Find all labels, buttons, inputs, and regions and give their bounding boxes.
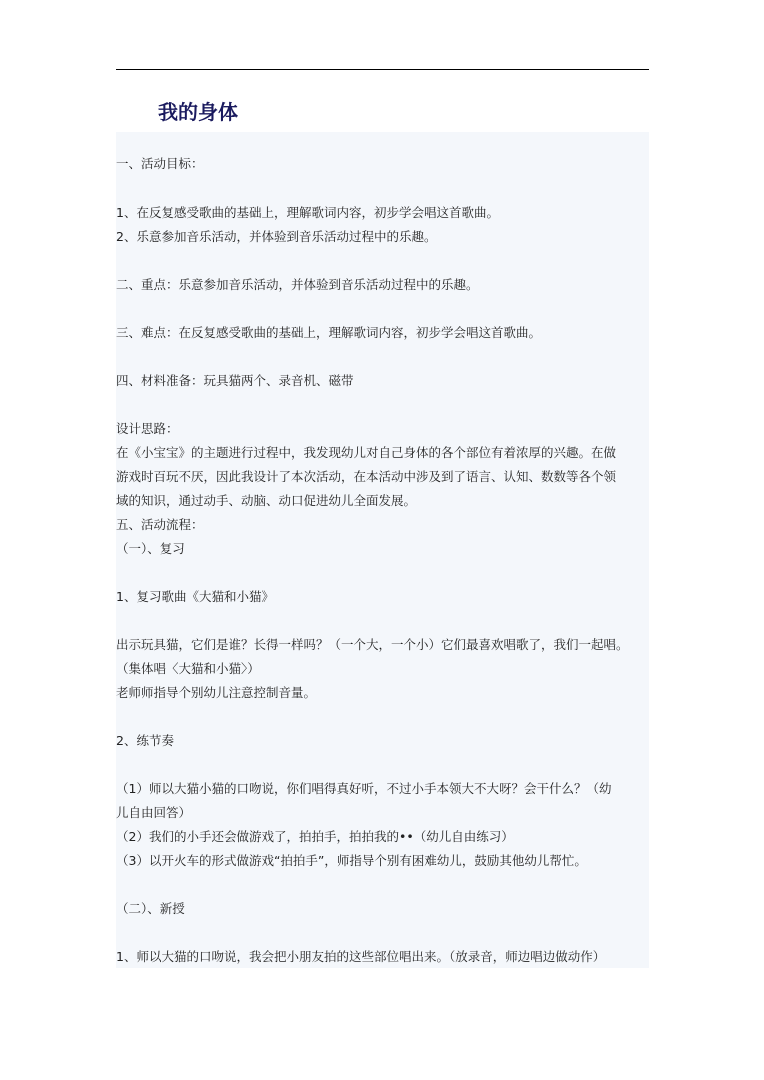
text-line: 2、乐意参加音乐活动，并体验到音乐活动过程中的乐趣。 — [116, 229, 437, 244]
text-line: 儿自由回答） — [116, 805, 192, 820]
text-line: 1、复习歌曲《大猫和小猫》 — [116, 589, 274, 604]
text-line: （集体唱〈大猫和小猫〉） — [116, 661, 260, 676]
text-line: 游戏时百玩不厌，因此我设计了本次活动，在本活动中涉及到了语言、认知、数数等各个领 — [116, 469, 617, 484]
document-title: 我的身体 — [158, 100, 238, 124]
text-line: （1）师以大猫小猫的口吻说，你们唱得真好听，不过小手本领大不大呀？会干什么？（幼 — [116, 781, 612, 796]
text-line: 1、师以大猫的口吻说，我会把小朋友拍的这些部位唱出来。（放录音，师边唱边做动作） — [116, 949, 606, 964]
text-line: 设计思路： — [116, 421, 179, 436]
text-line: 1、在反复感受歌曲的基础上，理解歌词内容，初步学会唱这首歌曲。 — [116, 205, 499, 220]
text-line: 出示玩具猫，它们是谁？长得一样吗？（一个大，一个小）它们最喜欢唱歌了，我们一起唱。 — [116, 637, 629, 652]
text-line: 二、重点：乐意参加音乐活动，并体验到音乐活动过程中的乐趣。 — [116, 277, 479, 292]
document-body — [116, 132, 649, 968]
text-line: （一）、复习 — [116, 541, 185, 556]
header-rule — [116, 69, 649, 70]
text-line: 一、活动目标： — [116, 156, 204, 171]
text-line: 三、难点：在反复感受歌曲的基础上，理解歌词内容，初步学会唱这首歌曲。 — [116, 325, 542, 340]
text-line: 四、材料准备：玩具猫两个、录音机、磁带 — [116, 373, 354, 388]
text-line: 老师师指导个别幼儿注意控制音量。 — [116, 685, 317, 700]
text-line: 域的知识，通过动手、动脑、动口促进幼儿全面发展。 — [116, 493, 417, 508]
text-line: 在《小宝宝》的主题进行过程中，我发现幼儿对自己身体的各个部位有着浓厚的兴趣。在做 — [116, 445, 617, 460]
text-line: 五、活动流程： — [116, 517, 204, 532]
text-line: （二）、新授 — [116, 901, 185, 916]
text-line: （2）我们的小手还会做游戏了，拍拍手，拍拍我的••（幼儿自由练习） — [116, 829, 514, 844]
text-line: 2、练节奏 — [116, 733, 174, 748]
text-line: （3）以开火车的形式做游戏“拍拍手”，师指导个别有困难幼儿，鼓励其他幼儿帮忙。 — [116, 853, 587, 868]
